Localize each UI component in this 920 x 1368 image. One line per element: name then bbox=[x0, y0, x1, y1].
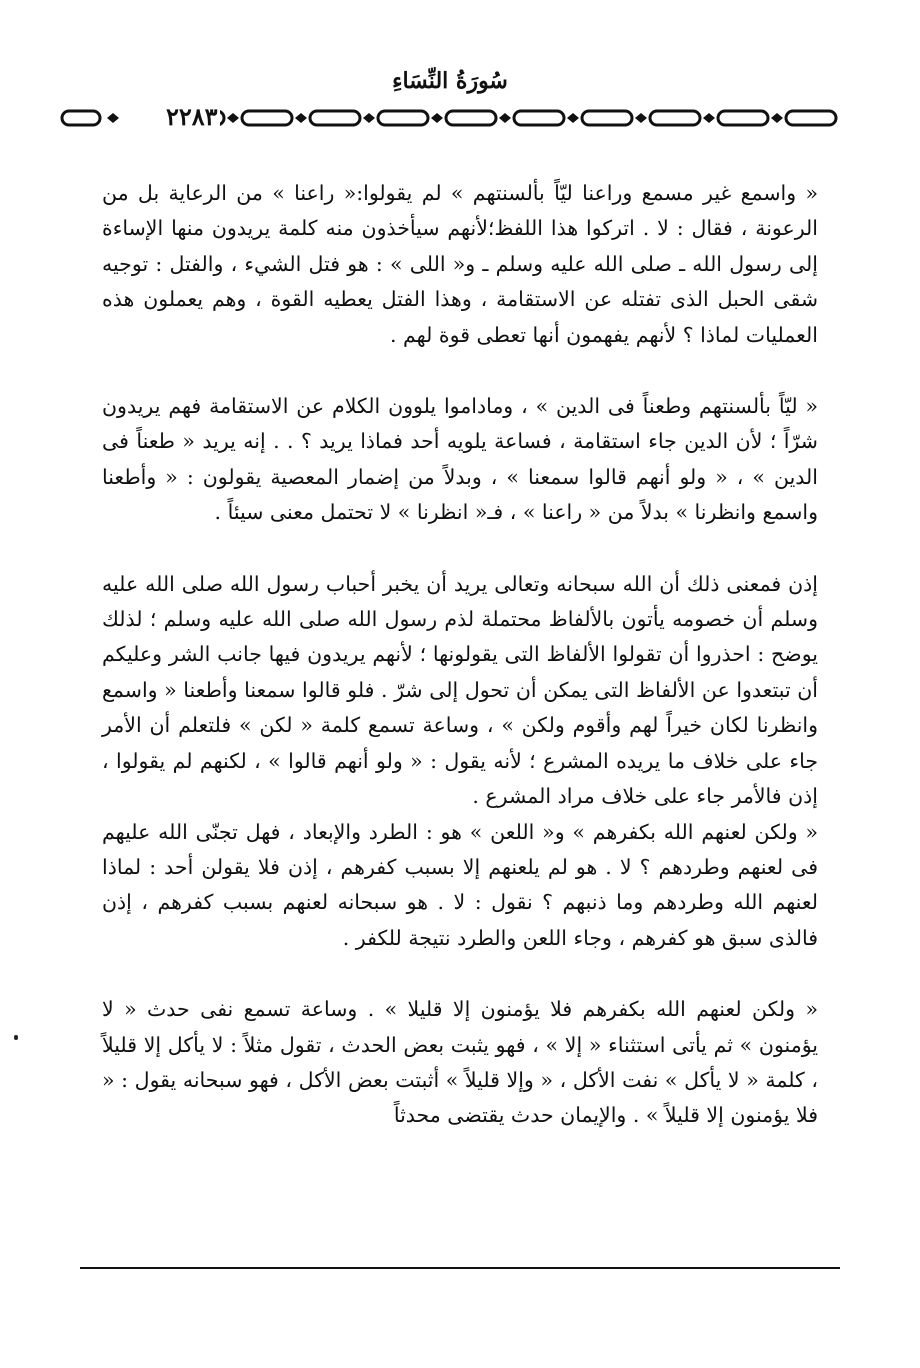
page-number: ٢٢٨٣ bbox=[166, 102, 218, 131]
paragraph-gap bbox=[102, 956, 818, 992]
surah-title: سُورَةُ النِّسَاءِ bbox=[392, 68, 508, 94]
paragraph-3: إذن فمعنى ذلك أن الله سبحانه وتعالى يريد أن يخبر أحباب رسول الله صلى الله عليه وسلم أن خصومه يأتون بالألفاظ محتملة لذم رسول الله صلى الله عليه وسلم ؛ لذلك يوضح : احذروا أن تقولوا الألفاظ التى يقولونها ؛ لأنهم يريدون فيها جانب الشر وعليكم أن تبتعدوا عن الألفاظ التى يمكن أن تحول إلى شرّ . فلو قالوا سمعنا وأطعنا « واسمع وانظرنا لكان خيراً لهم وأقوم ولكن » ، وساعة تسمع كلمة « لكن » فلتعلم أن الأمر جاء على خلاف ما يريده المشرع ؛ لأنه يقول : « ولو أنهم قالوا » ، لكنهم لم يقولوا ، إذن فالأمر جاء على خلاف مراد المشرع . bbox=[102, 571, 818, 809]
paragraph-1: « واسمع غير مسمع وراعنا ليّاً بألسنتهم » لم يقولوا:« راعنا » من الرعاية بل من الرعونة ، فقال : لا . اتركوا هذا اللفظ؛لأنهم سيأخذون منه كلمة يريدون منها الإساءة إلى رسول الله ـ صلى الله عليه وسلم ـ و« اللى » : هو فتل الشيء ، والفتل : توجيه شقى الحبل الذى تفتله عن الاستقامة ، وهذا الفتل يعطيه القوة ، وهم يعملون هذه العمليات لماذا ؟ لأنهم يفهمون أنها تعطى قوة لهم . bbox=[102, 181, 818, 347]
page-header bbox=[60, 66, 840, 136]
footer-rule bbox=[80, 1267, 840, 1269]
paragraph-gap bbox=[102, 353, 818, 389]
paragraph-2: « ليّاً بألسنتهم وطعناً فى الدين » ، وماداموا يلوون الكلام عن الاستقامة فهم يريدون شرّاً ؛ لأن الدين جاء استقامة ، فساعة يلويه أحد فماذا يريد ؟ . . إنه يريد « طعناً فى الدين » ، « ولو أنهم قالوا سمعنا » ، وبدلاً من إضمار المعصية يقولون : « وأطعنا واسمع وانظرنا » بدلاً من « راعنا » ، فـ« انظرنا » لا تحتمل معنى سيئاً . bbox=[102, 394, 818, 525]
margin-dot bbox=[14, 1035, 18, 1040]
paragraph-4: « ولكن لعنهم الله بكفرهم » و« اللعن » هو : الطرد والإبعاد ، فهل تجنّى الله عليهم فى لعنهم وطردهم ؟ لا . هو لم يلعنهم إلا بسبب كفرهم ، إذن فلا يقولن أحد : لماذا لعنهم الله وطردهم وما ذنبهم ؟ نقول : لا . هو سبحانه لعنهم بسبب كفرهم ، إذن فالذى سبق هو كفرهم ، وجاء اللعن والطرد نتيجة للكفر . bbox=[102, 819, 818, 950]
paragraph-5: « ولكن لعنهم الله بكفرهم فلا يؤمنون إلا قليلا » . وساعة تسمع نفى حدث « لا يؤمنون » ثم يأتى استثناء « إلا » ، فهو يثبت بعض الحدث ، تقول مثلاً : لا يأكل إلا قليلاً ، كلمة « لا يأكل » نفت الأكل ، « وإلا قليلاً » أثبتت بعض الأكل ، فهو سبحانه يقول : « فلا يؤمنون إلا قليلاً » . والإيمان حدث يقتضى محدثاً bbox=[102, 997, 818, 1128]
paragraph-gap bbox=[102, 531, 818, 567]
page-body bbox=[102, 176, 818, 1134]
